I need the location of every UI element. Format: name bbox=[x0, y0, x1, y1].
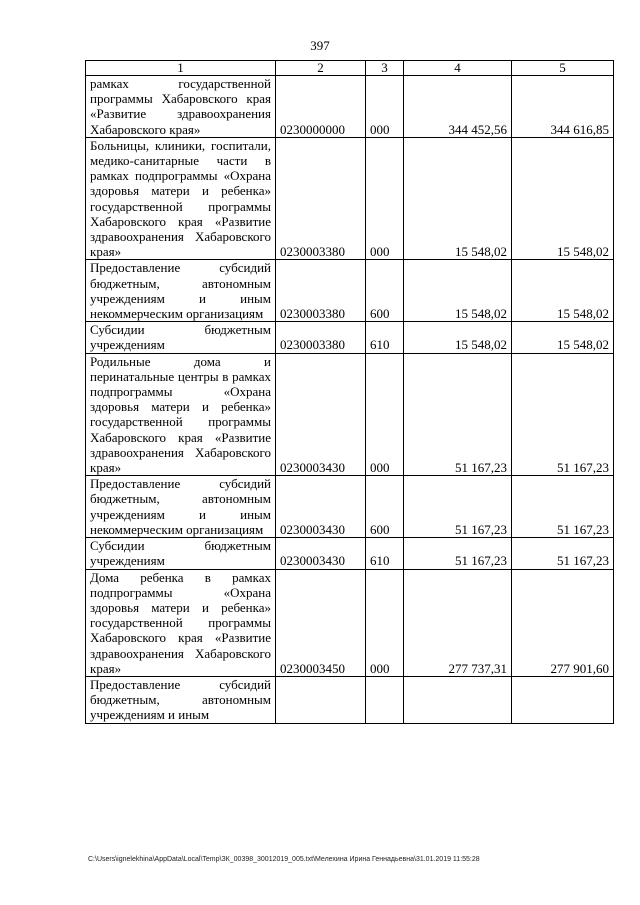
row-value-1: 277 737,31 bbox=[404, 569, 512, 676]
row-value-2: 51 167,23 bbox=[512, 538, 614, 569]
row-code bbox=[276, 676, 366, 723]
header-col-3: 3 bbox=[366, 61, 404, 76]
row-value-2 bbox=[512, 676, 614, 723]
row-code: 0230003380 bbox=[276, 322, 366, 353]
row-name: Больницы, клиники, госпитали, медико-санитарные части в рамках подпрограммы «Охрана здоровья матери и ребенка» государственной программы Хабаровского края «Развитие здравоохранения Хабаровского края» bbox=[86, 137, 276, 260]
row-code: 0230000000 bbox=[276, 76, 366, 138]
row-value-2: 277 901,60 bbox=[512, 569, 614, 676]
row-name: Предоставление субсидий бюджетным, автономным учреждениям и иным bbox=[86, 676, 276, 723]
row-name: Субсидии бюджетным учреждениям bbox=[86, 322, 276, 353]
row-value-2: 51 167,23 bbox=[512, 353, 614, 476]
row-type: 600 bbox=[366, 260, 404, 322]
table-row bbox=[86, 676, 614, 723]
row-name: Предоставление субсидий бюджетным, автономным учреждениям и иным некоммерческим организациям bbox=[86, 476, 276, 538]
row-name: Предоставление субсидий бюджетным, автономным учреждениям и иным некоммерческим организациям bbox=[86, 260, 276, 322]
header-row bbox=[86, 61, 614, 76]
table-row bbox=[86, 353, 614, 476]
row-value-1: 15 548,02 bbox=[404, 137, 512, 260]
row-value-1 bbox=[404, 676, 512, 723]
file-path-footer: C:\Users\ignelekhina\AppData\Local\Temp\ЗК_00398_30012019_005.txt\Мелехина Ирина Геннадьевна\31.01.2019 11:55:28 bbox=[88, 856, 480, 863]
row-type: 610 bbox=[366, 538, 404, 569]
row-value-1: 51 167,23 bbox=[404, 476, 512, 538]
budget-table bbox=[85, 60, 614, 724]
header-col-5: 5 bbox=[512, 61, 614, 76]
table-row bbox=[86, 137, 614, 260]
row-type: 000 bbox=[366, 137, 404, 260]
row-value-1: 15 548,02 bbox=[404, 260, 512, 322]
row-code: 0230003430 bbox=[276, 476, 366, 538]
row-value-2: 51 167,23 bbox=[512, 476, 614, 538]
row-value-2: 15 548,02 bbox=[512, 260, 614, 322]
row-type: 610 bbox=[366, 322, 404, 353]
row-value-2: 344 616,85 bbox=[512, 76, 614, 138]
row-value-1: 51 167,23 bbox=[404, 538, 512, 569]
row-type: 000 bbox=[366, 569, 404, 676]
header-col-4: 4 bbox=[404, 61, 512, 76]
header-col-2: 2 bbox=[276, 61, 366, 76]
header-col-1: 1 bbox=[86, 61, 276, 76]
table-row bbox=[86, 260, 614, 322]
table-row bbox=[86, 569, 614, 676]
table-row bbox=[86, 76, 614, 138]
row-value-2: 15 548,02 bbox=[512, 137, 614, 260]
page-number: 397 bbox=[310, 38, 330, 53]
row-type: 000 bbox=[366, 76, 404, 138]
row-value-1: 15 548,02 bbox=[404, 322, 512, 353]
row-type: 000 bbox=[366, 353, 404, 476]
row-name: Дома ребенка в рамках подпрограммы «Охрана здоровья матери и ребенка» государственной программы Хабаровского края «Развитие здравоохранения Хабаровского края» bbox=[86, 569, 276, 676]
row-code: 0230003380 bbox=[276, 260, 366, 322]
row-code: 0230003380 bbox=[276, 137, 366, 260]
row-value-2: 15 548,02 bbox=[512, 322, 614, 353]
row-value-1: 344 452,56 bbox=[404, 76, 512, 138]
row-name: Субсидии бюджетным учреждениям bbox=[86, 538, 276, 569]
row-code: 0230003430 bbox=[276, 353, 366, 476]
table-row bbox=[86, 538, 614, 569]
table-row bbox=[86, 476, 614, 538]
row-value-1: 51 167,23 bbox=[404, 353, 512, 476]
row-type: 600 bbox=[366, 476, 404, 538]
row-name: рамках государственной программы Хабаровского края «Развитие здравоохранения Хабаровского края» bbox=[86, 76, 276, 138]
row-code: 0230003430 bbox=[276, 538, 366, 569]
table-row bbox=[86, 322, 614, 353]
row-code: 0230003450 bbox=[276, 569, 366, 676]
row-name: Родильные дома и перинатальные центры в рамках подпрограммы «Охрана здоровья матери и ребенка» государственной программы Хабаровского края «Развитие здравоохранения Хабаровского края» bbox=[86, 353, 276, 476]
row-type bbox=[366, 676, 404, 723]
